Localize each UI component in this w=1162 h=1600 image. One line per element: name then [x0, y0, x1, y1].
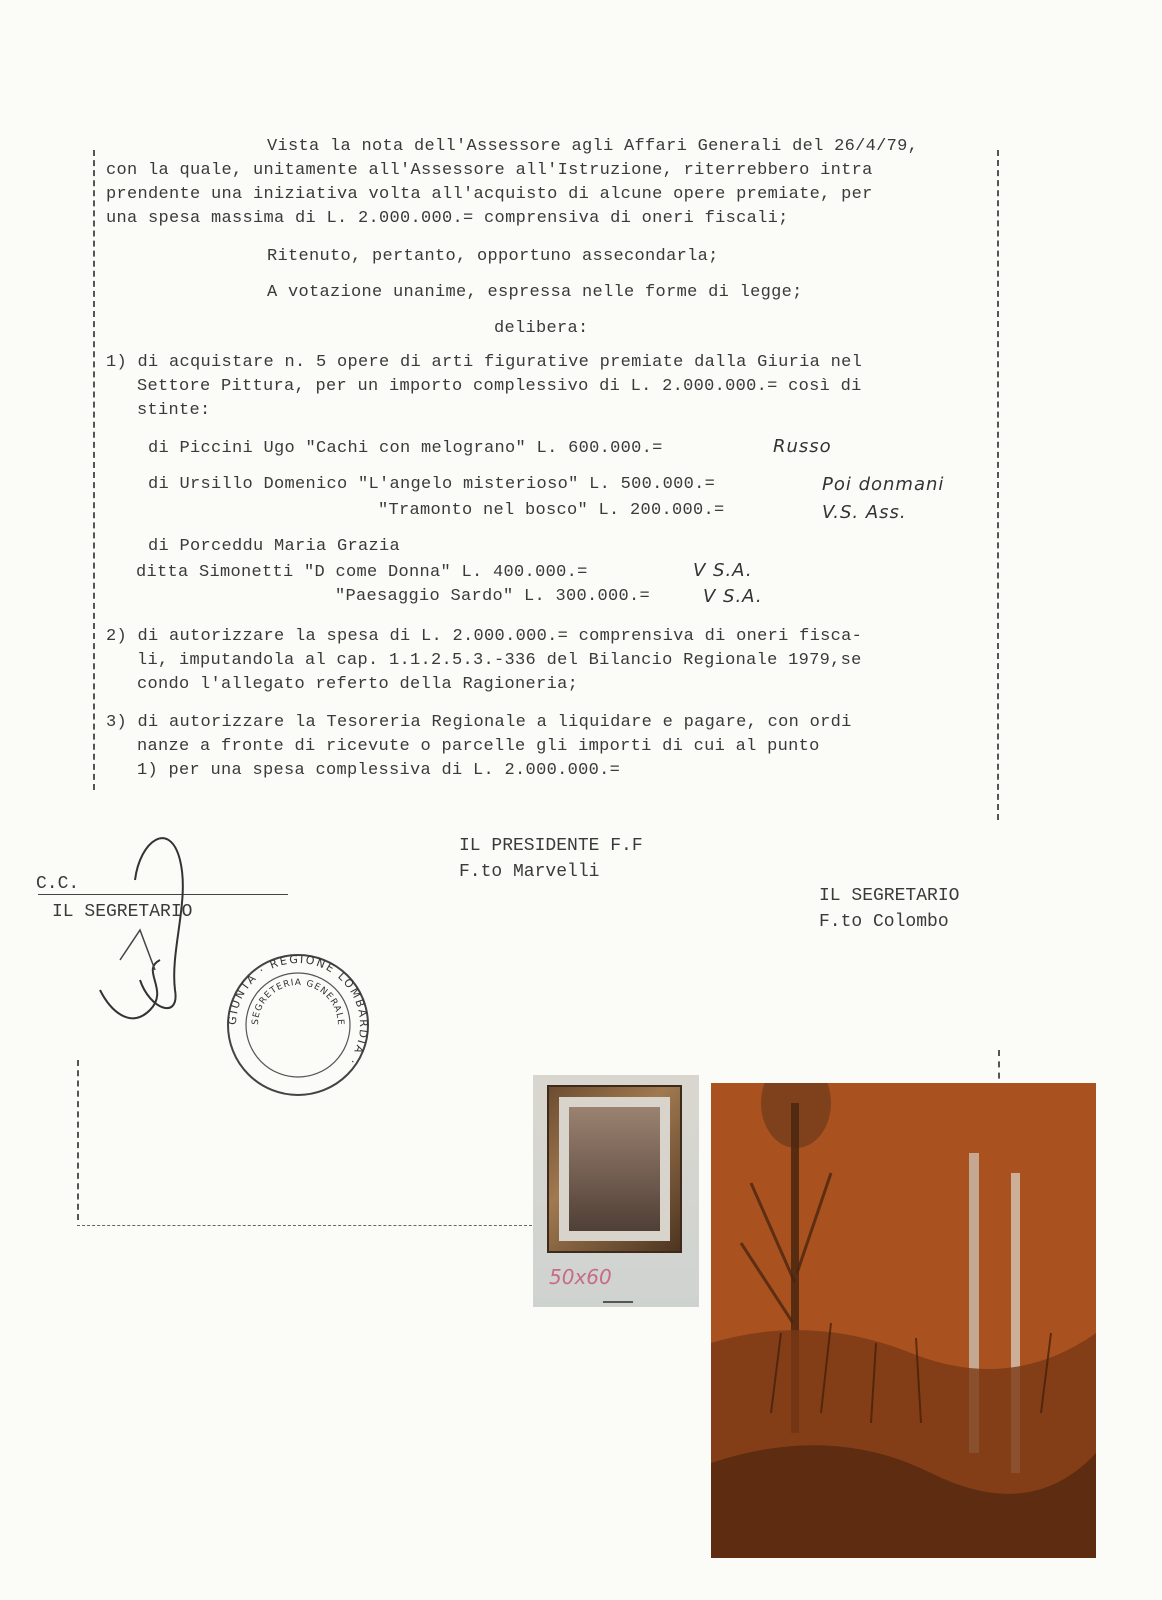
- item2-line-1: 2) di autorizzare la spesa di L. 2.000.000.= comprensiva di oneri fisca-: [106, 627, 863, 646]
- artwork-line: di Porceddu Maria Grazia: [148, 537, 401, 556]
- intro-line-1: Vista la nota dell'Assessore agli Affari Generali del 26/4/79,: [267, 137, 919, 156]
- handwritten-note: Poi donmani: [822, 474, 945, 495]
- intro-line-2: con la quale, unitamente all'Assessore all'Istruzione, riterrebbero intra: [106, 161, 873, 180]
- intro-line-3: prendente una iniziativa volta all'acquisto di alcune opere premiate, per: [106, 185, 873, 204]
- stamp-outer-text: GIUNTA · REGIONE LOMBARDIA ·: [225, 952, 371, 1069]
- left-secretary-title: IL SEGRETARIO: [52, 902, 193, 922]
- handwritten-note: V.S. Ass.: [822, 502, 907, 523]
- framed-painting-photo: [533, 1075, 699, 1307]
- delibera-heading: delibera:: [494, 319, 589, 338]
- handwritten-signature: [80, 820, 220, 1030]
- item1-line-3: stinte:: [137, 401, 211, 420]
- artwork-line: ditta Simonetti "D come Donna" L. 400.000.=: [136, 563, 588, 582]
- intro-line-4: una spesa massima di L. 2.000.000.= comprensiva di oneri fiscali;: [106, 209, 789, 228]
- president-title: IL PRESIDENTE F.F: [459, 836, 643, 856]
- forest-scene: [711, 1083, 1096, 1558]
- artwork-line: di Piccini Ugo "Cachi con melograno" L. 600.000.=: [148, 439, 663, 458]
- right-margin-line: [997, 150, 999, 820]
- votazione-line: A votazione unanime, espressa nelle forme di legge;: [267, 283, 803, 302]
- handwritten-note: V S.A.: [703, 586, 763, 607]
- item3-line-1: 3) di autorizzare la Tesoreria Regionale a liquidare e pagare, con ordi: [106, 713, 852, 732]
- stamp-inner-text: SEGRETERIA GENERALE: [250, 977, 346, 1027]
- handwritten-note: Russo: [773, 436, 832, 457]
- cc-label: C.C.: [36, 874, 80, 894]
- secretary-name: F.to Colombo: [819, 912, 949, 932]
- artwork-line: "Tramonto nel bosco" L. 200.000.=: [378, 501, 725, 520]
- item3-line-3: 1) per una spesa complessiva di L. 2.000.000.=: [137, 761, 621, 780]
- handwritten-note: V S.A.: [693, 560, 753, 581]
- painting-thumbnail: [569, 1107, 660, 1231]
- left-margin-line: [93, 150, 95, 790]
- artwork-line: di Ursillo Domenico "L'angelo misterioso" L. 500.000.=: [148, 475, 716, 494]
- item3-line-2: nanze a fronte di ricevute o parcelle gli importi di cui al punto: [137, 737, 820, 756]
- president-name: F.to Marvelli: [459, 862, 600, 882]
- item2-line-3: condo l'allegato referto della Ragioneria;: [137, 675, 579, 694]
- picture-frame: [547, 1085, 682, 1253]
- lower-frame-bottom-line: [77, 1225, 532, 1226]
- painting-photo: [711, 1083, 1096, 1558]
- painting-size-label: 50x60: [549, 1265, 612, 1289]
- item1-line-1: 1) di acquistare n. 5 opere di arti figurative premiate dalla Giuria nel: [106, 353, 863, 372]
- item1-line-2: Settore Pittura, per un importo complessivo di L. 2.000.000.= così di: [137, 377, 862, 396]
- secretary-title: IL SEGRETARIO: [819, 886, 960, 906]
- artwork-line: "Paesaggio Sardo" L. 300.000.=: [335, 587, 651, 606]
- lower-left-frame-line: [77, 1060, 79, 1220]
- item2-line-2: li, imputandola al cap. 1.1.2.5.3.-336 del Bilancio Regionale 1979,se: [137, 651, 862, 670]
- ritenuto-line: Ritenuto, pertanto, opportuno assecondarla;: [267, 247, 719, 266]
- photo-mark: [603, 1301, 633, 1303]
- official-stamp: [218, 950, 378, 1100]
